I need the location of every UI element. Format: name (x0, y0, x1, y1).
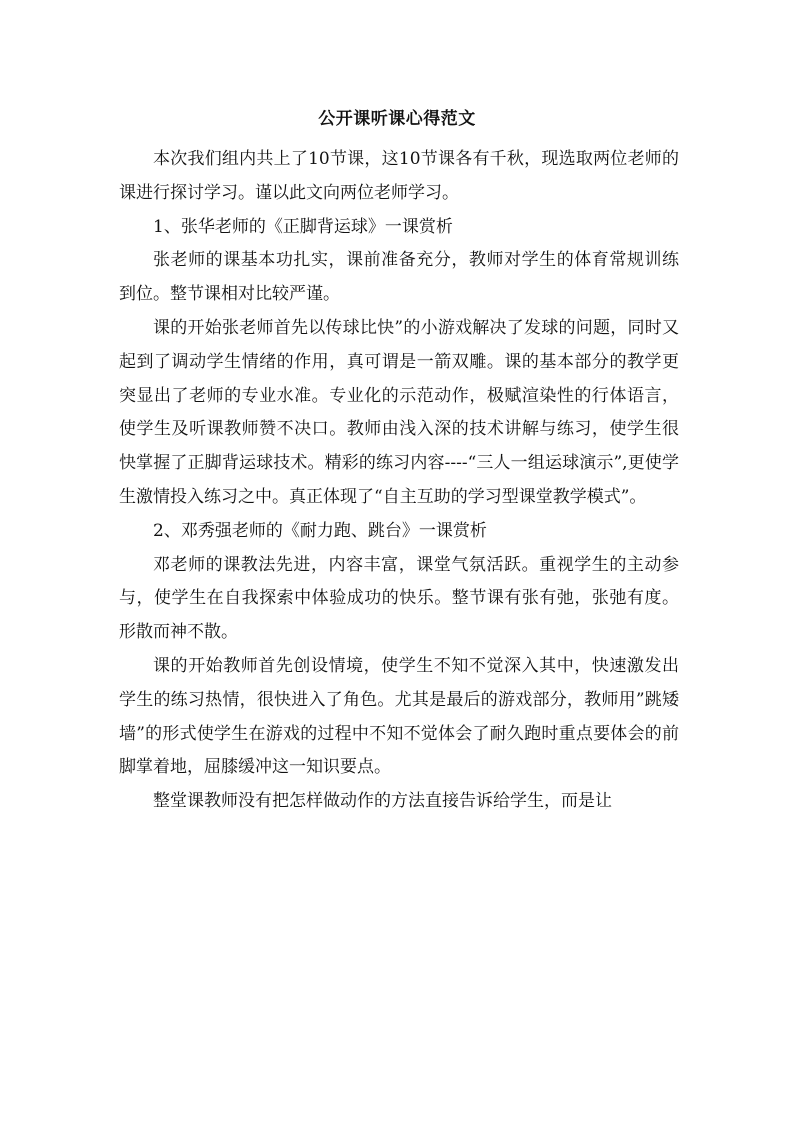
paragraph: 张老师的课基本功扎实，课前准备充分，教师对学生的体育常规训练到位。整节课相对比较严谨。 (119, 250, 679, 305)
section-heading-2: 2、邓秀强老师的《耐力跑、跳台》一课赏析 (153, 520, 487, 541)
section-heading-1: 1、张华老师的《正脚背运球》一课赏析 (153, 216, 453, 237)
document-title: 公开课听课心得范文 (318, 109, 476, 129)
paragraph: 整堂课教师没有把怎样做动作的方法直接告诉给学生，而是让 (153, 791, 612, 812)
paragraph: 邓老师的课教法先进，内容丰富，课堂气氛活跃。重视学生的主动参与，使学生在自我探索中体验成功的快乐。整节课有张有弛，张弛有度。形散而神不散。 (119, 554, 679, 643)
paragraph-intro: 本次我们组内共上了10节课，这10节课各有千秋，现选取两位老师的课进行探讨学习。谨以此文向两位老师学习。 (119, 149, 679, 203)
document-body (119, 143, 679, 819)
paragraph: 课的开始张老师首先以传球比快”的小游戏解决了发球的问题，同时又起到了调动学生情绪的作用，真可谓是一箭双雕。课的基本部分的教学更突显出了老师的专业水准。专业化的示范动作，极赋渲染性的行体语言，使学生及听课教师赞不决口。教师由浅入深的技术讲解与练习，使学生很快掌握了正脚背运球技术。精彩的练习内容----“三人一组运球演示”,更使学生激情投入练习之中。真正体现了“自主互助的学习型课堂教学模式”。 (119, 317, 679, 507)
paragraph: 课的开始教师首先创设情境，使学生不知不觉深入其中，快速激发出学生的练习热情，很快进入了角色。尤其是最后的游戏部分，教师用”跳矮墙”的形式使学生在游戏的过程中不知不觉体会了耐久跑时重点要体会的前脚掌着地，屈膝缓冲这一知识要点。 (119, 655, 679, 778)
